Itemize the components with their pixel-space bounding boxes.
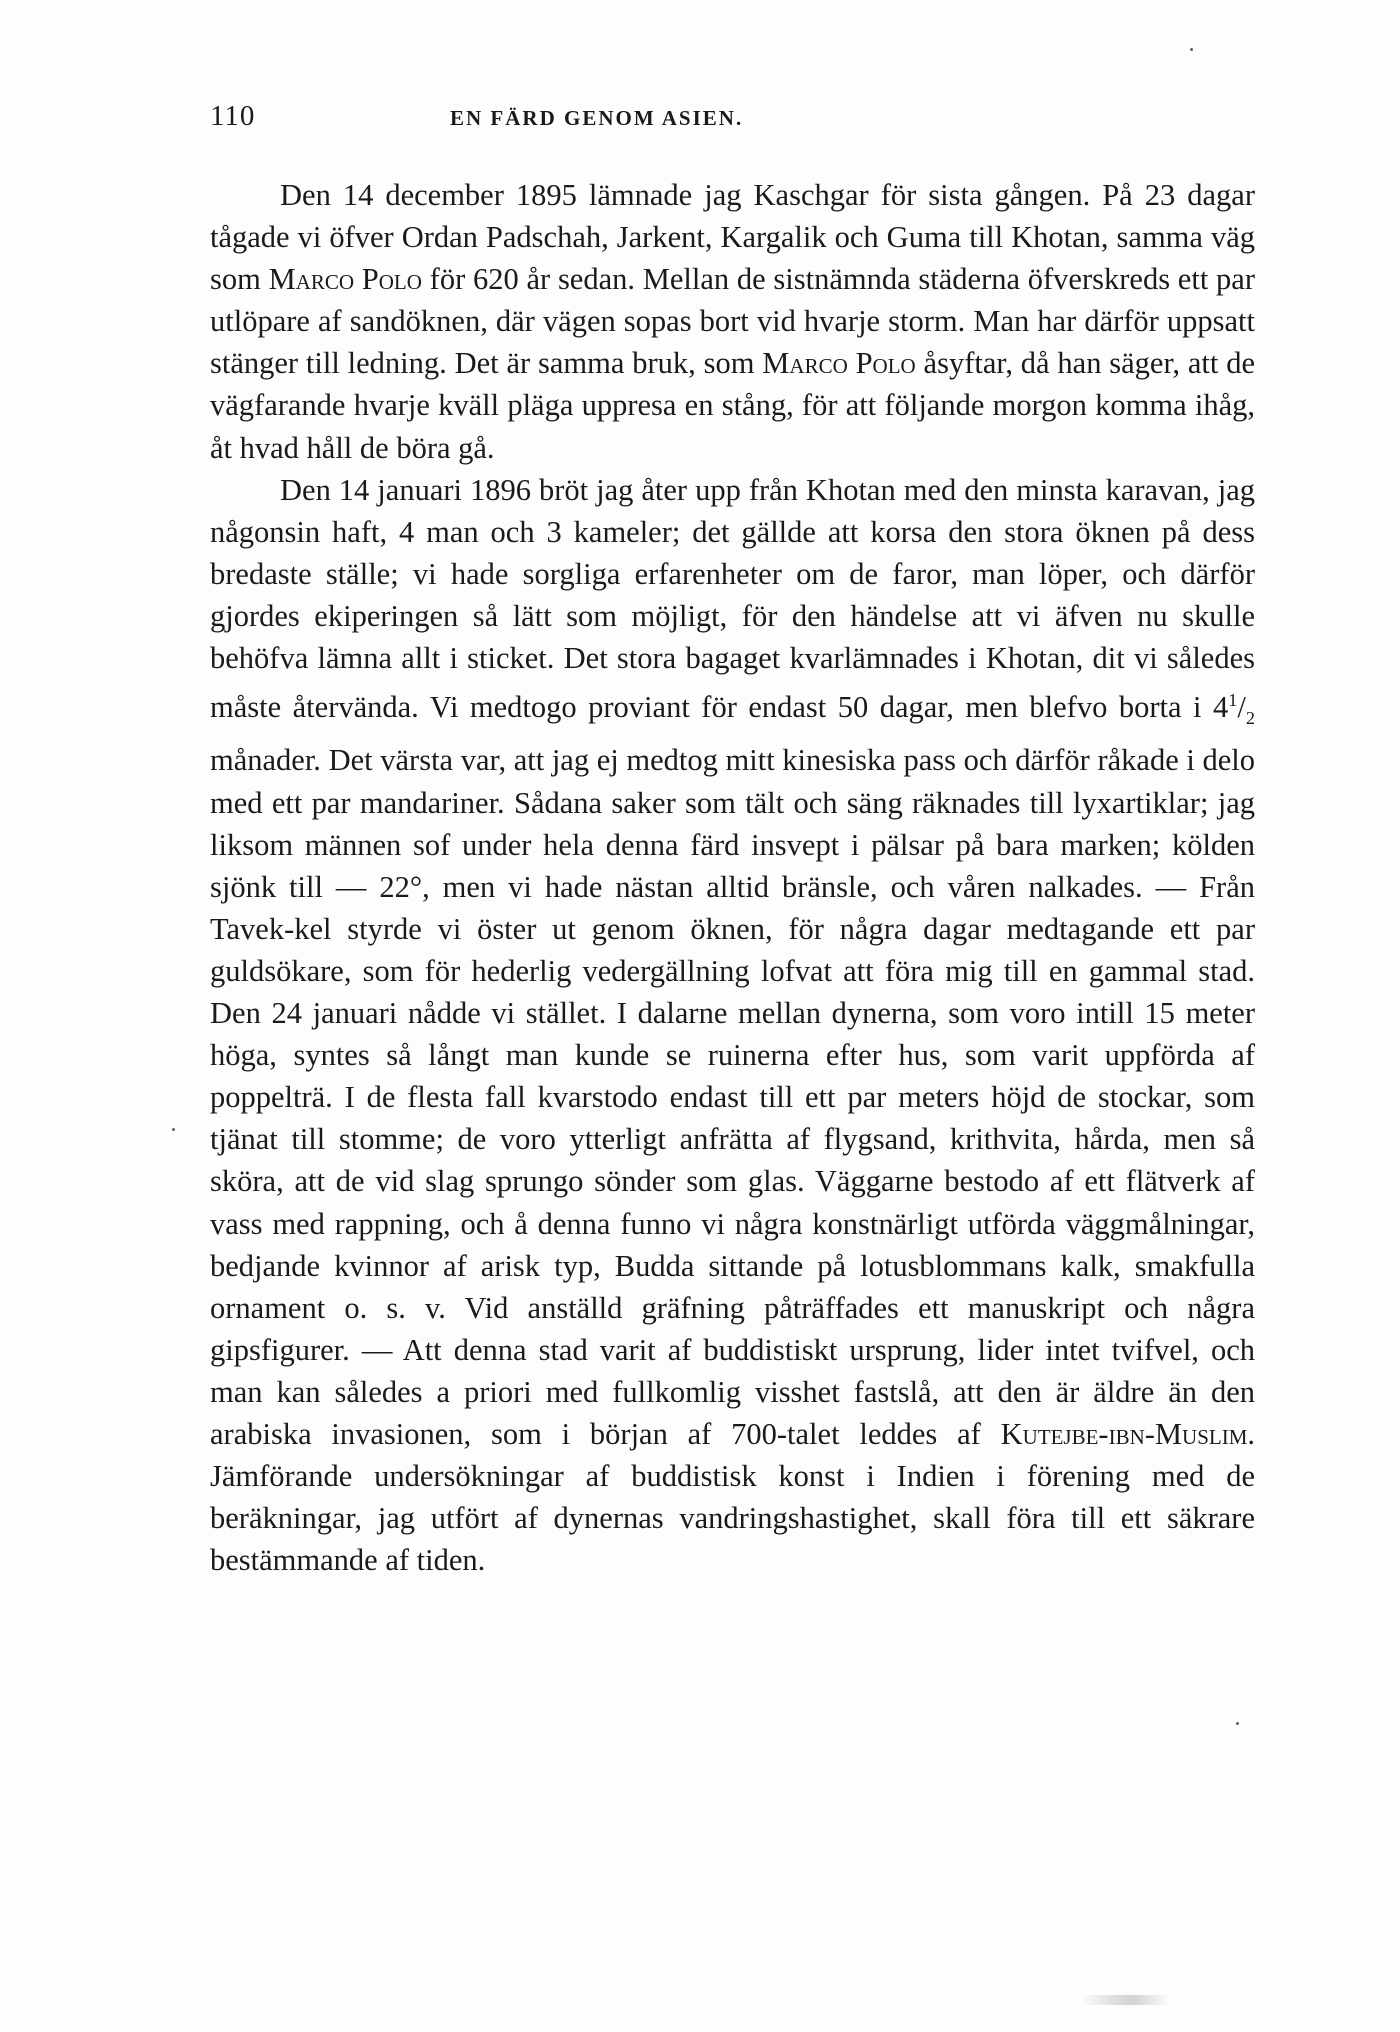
paragraph-1-text-c: åsyftar, då han säger, att de vägfarande hvarje kväll pläga uppresa en stång, för att följande morgon komma ihåg, åt hvad håll de böra gå. [210,346,1255,465]
paragraph-2-text-c: . Jämförande undersökningar af buddistisk konst i Indien i förening med de beräkningar, jag utfört af dynernas vandringshastighet, skall föra till ett säkrare bestämmande af tiden. [210,1416,1255,1578]
fraction-four-and-a-half [1212,690,1255,729]
person-name-marco-polo: Marco Polo [268,262,422,297]
book-page [210,100,1255,1581]
page-number: 110 [210,100,256,132]
paragraph-1 [210,174,1255,469]
running-head [210,100,1255,148]
paragraph-1-text-a: Den 14 december 1895 lämnade jag Kaschgar för sista gången. På 23 dagar tågade vi öfver Ordan Padschah, Jarkent, Kargalik och Guma till Khotan, samma väg som [210,178,1255,297]
fraction-whole: 4 [1212,690,1229,725]
paragraph-1-text-b: för 620 år sedan. Mellan de sistnämnda städerna öfverskreds ett par utlöpare af sandöknen, där vägen sopas bort vid hvarje storm. Man har därför uppsatt stänger till ledning. Det är samma bruk, som [210,262,1255,381]
print-speck [1236,1722,1239,1725]
paragraph-2-text-a: Den 14 januari 1896 bröt jag åter upp från Khotan med den minsta karavan, jag någonsin haft, 4 man och 3 kameler; det gällde att korsa den stora öknen på dess bredaste ställe; vi hade sorgliga erfarenheter om de faror, man löper, och därför gjordes ekiperingen så lätt som möjligt, för den händelse att vi äfven nu skulle behöfva lämna allt i sticket. Det stora bagaget kvarlämnades i Khotan, dit vi således måste återvända. Vi medtogo proviant för endast 50 dagar, men blefvo borta i [210,472,1255,725]
person-name-marco-polo-2: Marco Polo [762,346,916,381]
body-text [210,174,1255,1581]
print-smudge [1080,1995,1170,2005]
paragraph-2 [210,469,1255,1582]
running-title: EN FÄRD GENOM ASIEN. [450,106,744,130]
fraction-numerator: 1 [1228,690,1238,711]
paragraph-2-text-b: månader. Det värsta var, att jag ej medtog mitt kinesiska pass och därför råkade i delo med ett par mandariner. Sådana saker som tält och säng räknades till lyxartiklar; jag liksom männen sof under hela denna färd insvept i pälsar på bara marken; kölden sjönk till — 22°, men vi hade nästan alltid bränsle, och våren nalkades. — Från Tavek-kel styrde vi öster ut genom öknen, för några dagar medtagande ett par guldsökare, som för hederlig vedergällning lofvat att föra mig till en gammal stad. Den 24 januari nådde vi stället. I dalarne mellan dynerna, som voro intill 15 meter höga, syntes så långt man kunde se ruinerna efter hus, som varit uppförda af poppelträ. I de flesta fall kvarstodo endast till ett par meters höjd de stockar, som tjänat till stomme; de voro ytterligt anfrätta af flygsand, krithvita, hårda, men så sköra, att de vid slag sprungo sönder som glas. Väggarne bestodo af ett flätverk af vass med rappning, och å denna funno vi några konstnärligt utförda väggmålningar, bedjande kvinnor af arisk typ, Budda sittande på lotusblommans kalk, smakfulla ornament o. s. v. Vid anställd gräfning påträffades ett manuskript och några gipsfigurer. — Att denna stad varit af buddistiskt ursprung, lider intet tvifvel, och man kan således a priori med fullkomlig visshet fastslå, att den är äldre än den arabiska invasionen, som i början af 700-talet leddes af [210,743,1255,1451]
person-name-kutejbe: Kutejbe-ibn-Muslim [1000,1416,1248,1451]
print-speck [172,1128,175,1131]
print-speck [1190,48,1193,51]
fraction-separator: / [1237,690,1246,725]
fraction-denominator: 2 [1245,708,1255,729]
